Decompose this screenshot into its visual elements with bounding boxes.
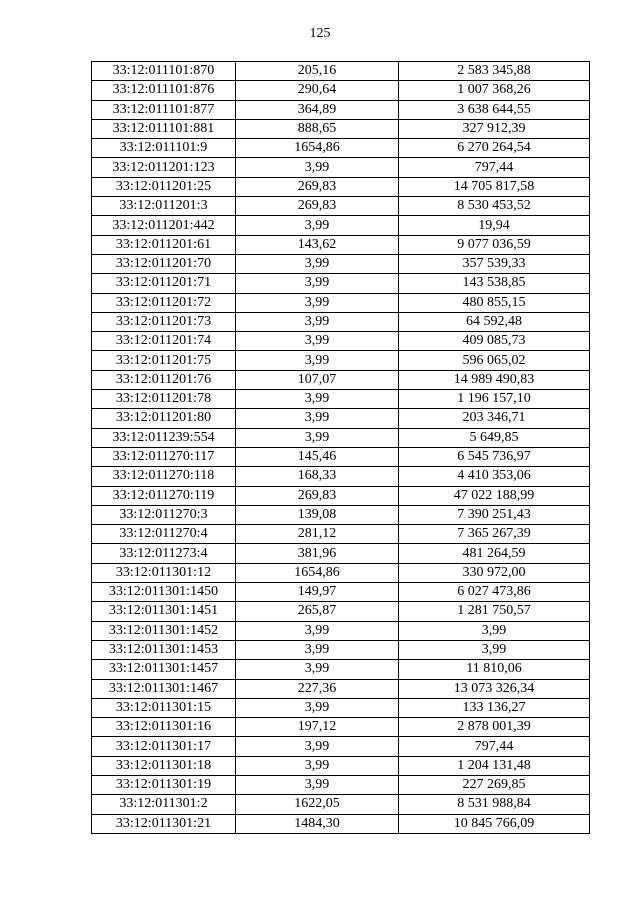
area-cell: 3,99 <box>236 775 399 794</box>
area-cell: 364,89 <box>236 100 399 119</box>
table-row <box>92 583 590 602</box>
value-cell: 1 281 750,57 <box>399 602 590 621</box>
cadastral-number-cell: 33:12:011201:123 <box>92 158 236 177</box>
area-cell: 381,96 <box>236 544 399 563</box>
table-row <box>92 216 590 235</box>
value-cell: 330 972,00 <box>399 563 590 582</box>
value-cell: 8 531 988,84 <box>399 795 590 814</box>
value-cell: 6 545 736,97 <box>399 447 590 466</box>
area-cell: 3,99 <box>236 428 399 447</box>
cadastral-number-cell: 33:12:011201:442 <box>92 216 236 235</box>
value-cell: 2 583 345,88 <box>399 62 590 81</box>
cadastral-number-cell: 33:12:011301:1453 <box>92 640 236 659</box>
table-row <box>92 81 590 100</box>
page-number: 125 <box>309 26 331 41</box>
table-row <box>92 235 590 254</box>
cadastral-number-cell: 33:12:011270:117 <box>92 447 236 466</box>
cadastral-number-cell: 33:12:011201:73 <box>92 312 236 331</box>
area-cell: 205,16 <box>236 62 399 81</box>
cadastral-number-cell: 33:12:011101:9 <box>92 139 236 158</box>
value-cell: 3,99 <box>399 621 590 640</box>
table-row <box>92 390 590 409</box>
cadastral-number-cell: 33:12:011101:877 <box>92 100 236 119</box>
value-cell: 5 649,85 <box>399 428 590 447</box>
cadastral-number-cell: 33:12:011239:554 <box>92 428 236 447</box>
cadastral-number-cell: 33:12:011301:18 <box>92 756 236 775</box>
area-cell: 107,07 <box>236 370 399 389</box>
value-cell: 133 136,27 <box>399 698 590 717</box>
area-cell: 139,08 <box>236 505 399 524</box>
area-cell: 143,62 <box>236 235 399 254</box>
table-row <box>92 775 590 794</box>
value-cell: 9 077 036,59 <box>399 235 590 254</box>
value-cell: 6 027 473,86 <box>399 583 590 602</box>
value-cell: 14 989 490,83 <box>399 370 590 389</box>
cadastral-number-cell: 33:12:011270:119 <box>92 486 236 505</box>
cadastral-number-cell: 33:12:011201:3 <box>92 197 236 216</box>
cadastral-number-cell: 33:12:011301:1467 <box>92 679 236 698</box>
cadastral-number-cell: 33:12:011273:4 <box>92 544 236 563</box>
cadastral-number-cell: 33:12:011301:12 <box>92 563 236 582</box>
table-row <box>92 351 590 370</box>
value-cell: 19,94 <box>399 216 590 235</box>
area-cell: 227,36 <box>236 679 399 698</box>
value-cell: 7 365 267,39 <box>399 525 590 544</box>
value-cell: 3 638 644,55 <box>399 100 590 119</box>
cadastral-number-cell: 33:12:011201:80 <box>92 409 236 428</box>
area-cell: 3,99 <box>236 254 399 273</box>
cadastral-number-cell: 33:12:011301:17 <box>92 737 236 756</box>
area-cell: 888,65 <box>236 119 399 138</box>
cadastral-number-cell: 33:12:011201:78 <box>92 390 236 409</box>
value-cell: 480 855,15 <box>399 293 590 312</box>
area-cell: 3,99 <box>236 660 399 679</box>
cadastral-number-cell: 33:12:011301:1451 <box>92 602 236 621</box>
table-row <box>92 428 590 447</box>
area-cell: 3,99 <box>236 158 399 177</box>
cadastral-number-cell: 33:12:011270:3 <box>92 505 236 524</box>
table-row <box>92 312 590 331</box>
table-row <box>92 447 590 466</box>
table-row <box>92 814 590 833</box>
table-row <box>92 718 590 737</box>
cadastral-number-cell: 33:12:011301:16 <box>92 718 236 737</box>
value-cell: 327 912,39 <box>399 119 590 138</box>
value-cell: 47 022 188,99 <box>399 486 590 505</box>
table-row <box>92 293 590 312</box>
cadastral-number-cell: 33:12:011201:70 <box>92 254 236 273</box>
area-cell: 1654,86 <box>236 563 399 582</box>
value-cell: 1 196 157,10 <box>399 390 590 409</box>
value-cell: 11 810,06 <box>399 660 590 679</box>
table-row <box>92 563 590 582</box>
value-cell: 64 592,48 <box>399 312 590 331</box>
area-cell: 3,99 <box>236 737 399 756</box>
area-cell: 1654,86 <box>236 139 399 158</box>
table-row <box>92 62 590 81</box>
cadastral-number-cell: 33:12:011201:72 <box>92 293 236 312</box>
table-row <box>92 737 590 756</box>
area-cell: 281,12 <box>236 525 399 544</box>
area-cell: 3,99 <box>236 293 399 312</box>
table-row <box>92 254 590 273</box>
table-row <box>92 409 590 428</box>
area-cell: 3,99 <box>236 332 399 351</box>
value-cell: 357 539,33 <box>399 254 590 273</box>
value-cell: 596 065,02 <box>399 351 590 370</box>
table-row <box>92 370 590 389</box>
table-row <box>92 698 590 717</box>
cadastral-number-cell: 33:12:011270:118 <box>92 467 236 486</box>
area-cell: 149,97 <box>236 583 399 602</box>
value-cell: 797,44 <box>399 158 590 177</box>
table-row <box>92 486 590 505</box>
cadastral-number-cell: 33:12:011301:19 <box>92 775 236 794</box>
cadastral-number-cell: 33:12:011301:1457 <box>92 660 236 679</box>
table-row <box>92 660 590 679</box>
area-cell: 269,83 <box>236 177 399 196</box>
value-cell: 227 269,85 <box>399 775 590 794</box>
value-cell: 13 073 326,34 <box>399 679 590 698</box>
cadastral-number-cell: 33:12:011101:870 <box>92 62 236 81</box>
table-row <box>92 640 590 659</box>
area-cell: 269,83 <box>236 486 399 505</box>
cadastral-number-cell: 33:12:011201:25 <box>92 177 236 196</box>
area-cell: 145,46 <box>236 447 399 466</box>
value-cell: 3,99 <box>399 640 590 659</box>
table-row <box>92 544 590 563</box>
table-row <box>92 602 590 621</box>
area-cell: 3,99 <box>236 756 399 775</box>
table-row <box>92 100 590 119</box>
value-cell: 409 085,73 <box>399 332 590 351</box>
table-row <box>92 679 590 698</box>
cadastral-number-cell: 33:12:011301:21 <box>92 814 236 833</box>
value-cell: 4 410 353,06 <box>399 467 590 486</box>
cadastral-number-cell: 33:12:011201:71 <box>92 274 236 293</box>
value-cell: 6 270 264,54 <box>399 139 590 158</box>
area-cell: 3,99 <box>236 640 399 659</box>
cadastral-number-cell: 33:12:011101:881 <box>92 119 236 138</box>
area-cell: 197,12 <box>236 718 399 737</box>
table-row <box>92 177 590 196</box>
area-cell: 3,99 <box>236 698 399 717</box>
area-cell: 168,33 <box>236 467 399 486</box>
area-cell: 265,87 <box>236 602 399 621</box>
table-row <box>92 119 590 138</box>
table-row <box>92 139 590 158</box>
cadastral-number-cell: 33:12:011201:76 <box>92 370 236 389</box>
area-cell: 3,99 <box>236 312 399 331</box>
table-row <box>92 197 590 216</box>
value-cell: 1 204 131,48 <box>399 756 590 775</box>
cadastral-number-cell: 33:12:011301:2 <box>92 795 236 814</box>
value-cell: 10 845 766,09 <box>399 814 590 833</box>
cadastral-number-cell: 33:12:011301:1450 <box>92 583 236 602</box>
cadastral-number-cell: 33:12:011201:75 <box>92 351 236 370</box>
area-cell: 3,99 <box>236 274 399 293</box>
value-cell: 143 538,85 <box>399 274 590 293</box>
value-cell: 203 346,71 <box>399 409 590 428</box>
table-row <box>92 332 590 351</box>
cadastral-table <box>91 61 590 834</box>
table-row <box>92 158 590 177</box>
value-cell: 1 007 368,26 <box>399 81 590 100</box>
area-cell: 3,99 <box>236 621 399 640</box>
table-row <box>92 795 590 814</box>
area-cell: 1622,05 <box>236 795 399 814</box>
area-cell: 290,64 <box>236 81 399 100</box>
table-row <box>92 505 590 524</box>
area-cell: 1484,30 <box>236 814 399 833</box>
value-cell: 797,44 <box>399 737 590 756</box>
value-cell: 7 390 251,43 <box>399 505 590 524</box>
table-row <box>92 756 590 775</box>
table-row <box>92 274 590 293</box>
area-cell: 3,99 <box>236 390 399 409</box>
cadastral-number-cell: 33:12:011270:4 <box>92 525 236 544</box>
area-cell: 3,99 <box>236 409 399 428</box>
table-row <box>92 525 590 544</box>
cadastral-number-cell: 33:12:011301:15 <box>92 698 236 717</box>
cadastral-number-cell: 33:12:011301:1452 <box>92 621 236 640</box>
cadastral-number-cell: 33:12:011201:74 <box>92 332 236 351</box>
area-cell: 3,99 <box>236 351 399 370</box>
cadastral-number-cell: 33:12:011201:61 <box>92 235 236 254</box>
table-row <box>92 621 590 640</box>
table-row <box>92 467 590 486</box>
value-cell: 14 705 817,58 <box>399 177 590 196</box>
cadastral-number-cell: 33:12:011101:876 <box>92 81 236 100</box>
value-cell: 8 530 453,52 <box>399 197 590 216</box>
area-cell: 3,99 <box>236 216 399 235</box>
value-cell: 2 878 001,39 <box>399 718 590 737</box>
value-cell: 481 264,59 <box>399 544 590 563</box>
area-cell: 269,83 <box>236 197 399 216</box>
table-body <box>92 62 590 834</box>
